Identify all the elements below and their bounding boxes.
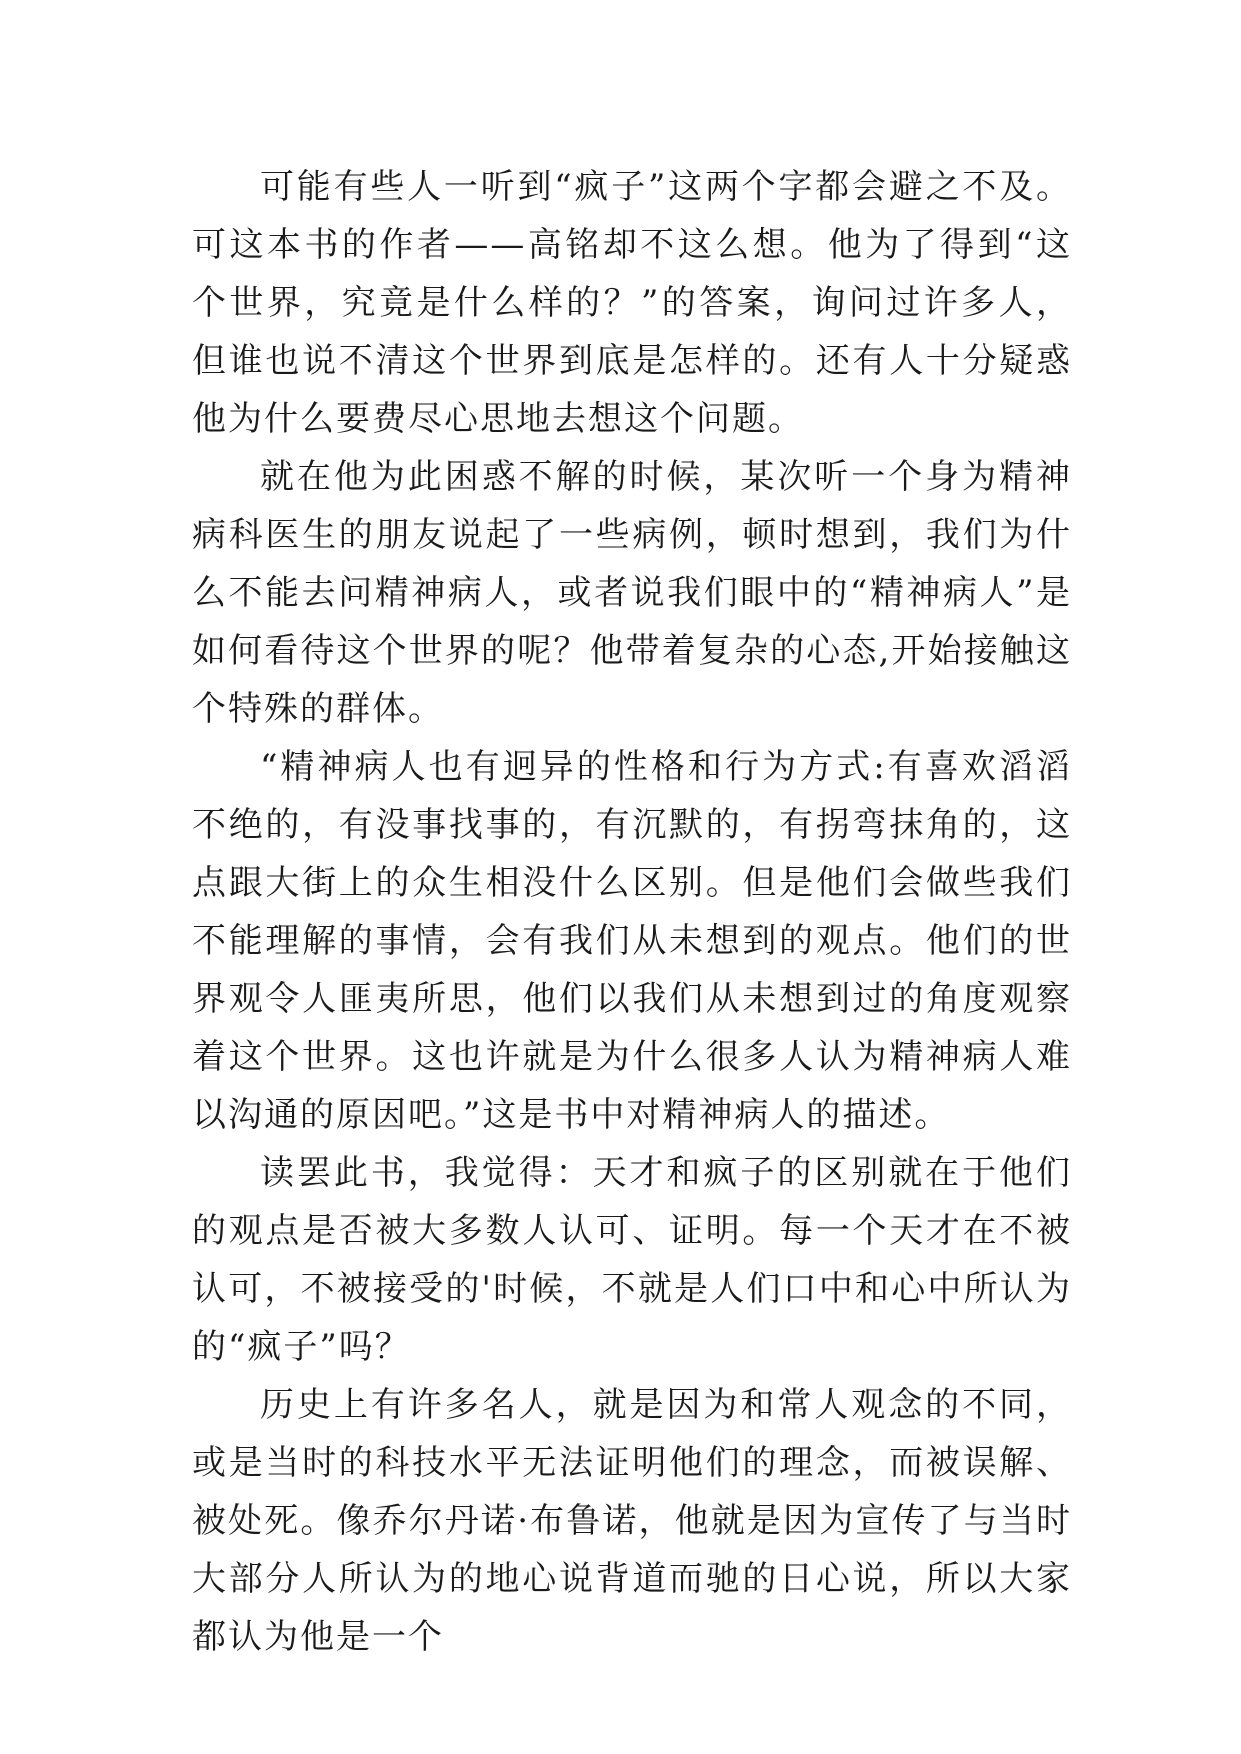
paragraph-5: 历史上有许多名人，就是因为和常人观念的不同，或是当时的科技水平无法证明他们的理念，而被误解、被处死。像乔尔丹诺·布鲁诺，他就是因为宣传了与当时大部分人所认为的地心说背道而驰的日心说，所以大家都认为他是一个 bbox=[192, 1385, 1072, 1657]
paragraph-4: 读罢此书，我觉得：天才和疯子的区别就在于他们的观点是否被大多数人认可、证明。每一个天才在不被认可，不被接受的'时候，不就是人们口中和心中所认为的“疯子”吗？ bbox=[192, 1153, 1072, 1367]
paragraph-3: “精神病人也有迥异的性格和行为方式:有喜欢滔滔不绝的，有没事找事的，有沉默的，有拐弯抹角的，这点跟大街上的众生相没什么区别。但是他们会做些我们不能理解的事情，会有我们从未想到的观点。他们的世界观令人匪夷所思，他们以我们从未想到过的角度观察着这个世界。这也许就是为什么很多人认为精神病人难以沟通的原因吧。”这是书中对精神病人的描述。 bbox=[192, 747, 1072, 1135]
article-body bbox=[192, 158, 1072, 1666]
paragraph-1: 可能有些人一听到“疯子”这两个字都会避之不及。可这本书的作者——高铭却不这么想。他为了得到“这个世界，究竟是什么样的？”的答案，询问过许多人，但谁也说不清这个世界到底是怎样的。还有人十分疑惑他为什么要费尽心思地去想这个问题。 bbox=[192, 167, 1072, 439]
paragraph-2: 就在他为此困惑不解的时候，某次听一个身为精神病科医生的朋友说起了一些病例，顿时想到，我们为什么不能去问精神病人，或者说我们眼中的“精神病人”是如何看待这个世界的呢？他带着复杂的心态,开始接触这个特殊的群体。 bbox=[192, 457, 1072, 729]
